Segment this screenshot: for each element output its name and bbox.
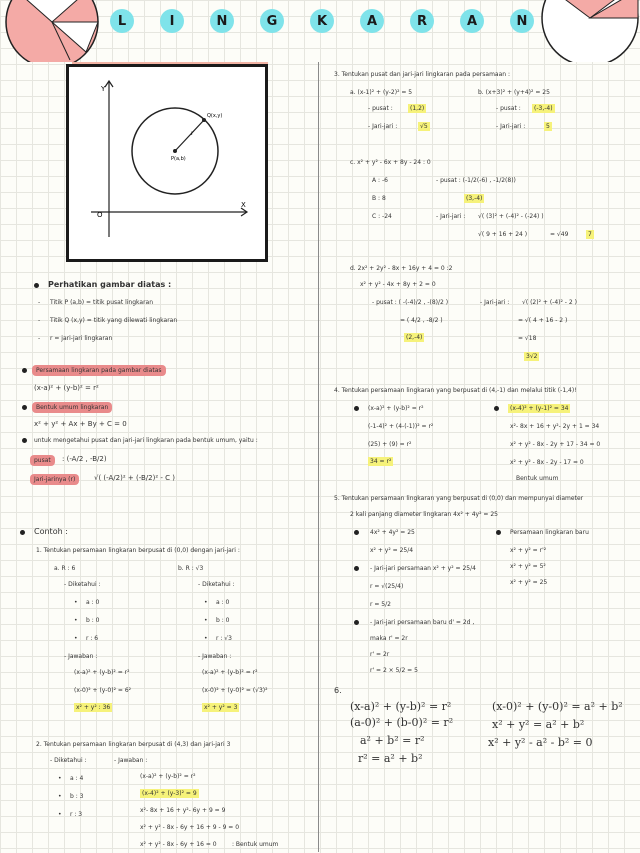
q6-step: (x-0)² + (y-0)² = a² + b² [492, 700, 623, 713]
q2-val: b : 3 [70, 793, 84, 800]
q5-step: maka r' = 2r [370, 635, 408, 642]
q3b-jari-val: 5 [546, 123, 550, 130]
q4-step: (-1-4)² + (4-(-1))² = r² [368, 423, 434, 430]
q6-step: (x-a)² + (y-b)² = r² [350, 700, 452, 713]
question-1: 1. Tentukan persamaan lingkaran berpusat di (0,0) dengan jari-jari : [36, 547, 240, 554]
y-axis-label: Y [101, 85, 106, 93]
general-form: x² + y² + Ax + By + C = 0 [34, 420, 127, 428]
title-letter: I [160, 9, 184, 33]
q3d-jari-step: = √18 [518, 335, 537, 342]
q3c-jari-mid: = √49 [550, 231, 569, 238]
question-5: 5. Tentukan persamaan lingkaran yang berpusat di (0,0) dan mempunyai diameter [334, 495, 584, 502]
q1b-val: r : √3 [216, 635, 232, 642]
q5-new-step: x² + y² = r'² [510, 547, 547, 554]
question-5-cont: 2 kali panjang diameter lingkaran 4x² + 4y² = 25 [350, 511, 498, 518]
q2-step: x²- 8x + 16 + y²- 6y + 9 = 9 [140, 807, 226, 814]
q1b-step: (x-a)² + (y-b)² = r² [202, 669, 258, 676]
pusat-formula: : (-A/2 , -B/2) [62, 455, 107, 463]
q3c-val: B : 8 [372, 195, 386, 202]
q6-step: (a-0)² + (b-0)² = r² [350, 716, 454, 729]
q1a-val: b : 0 [86, 617, 100, 624]
q5-step: r = 5/2 [370, 601, 391, 608]
bullet [496, 530, 501, 535]
q2-highlight: (x-4)² + (y-3)² = 9 [142, 790, 197, 797]
q5-step: - Jari-jari persamaan x² + y² = 25/4 [370, 565, 476, 572]
radius-label: r [191, 130, 194, 137]
title-letter: K [310, 9, 334, 33]
q1a-val: r : 6 [86, 635, 99, 642]
general-form-label: Bentuk umum lingkaran [32, 402, 112, 413]
note-line: Titik P (a,b) = titik pusat lingkaran [50, 299, 154, 306]
q3b-eq: b. (x+3)² + (y+4)² = 25 [478, 89, 550, 96]
q6-step: x² + y² = a² + b² [492, 718, 585, 731]
circle-diagram [69, 67, 265, 259]
q3d-pusat-step: = ( 4/2 , -8/2 ) [400, 317, 443, 324]
q4-r-squared: 34 = r² [370, 458, 392, 465]
title-letter: R [410, 9, 434, 33]
q2-jawaban: - Jawaban : [114, 757, 148, 764]
q1a-answer: x² + y² : 36 [76, 704, 111, 711]
title-letter: A [360, 9, 384, 33]
equation-label: Persamaan lingkaran pada gambar diatas [32, 365, 166, 376]
q4-step: (25) + (9) = r² [368, 441, 412, 448]
bullet [22, 405, 27, 410]
bullet [22, 368, 27, 373]
radius-formula-label: Jari-jarinya (r) [30, 474, 79, 485]
q3a-pusat-val: (1,2) [410, 105, 425, 112]
q1a-step: (x-0)² + (y-0)² = 6² [74, 687, 132, 694]
title-letter: A [460, 9, 484, 33]
q5-step: 4x² + 4y² = 25 [370, 529, 415, 536]
question-3: 3. Tentukan pusat dan jari-jari lingkaran pada persamaan : [334, 71, 511, 78]
q1a-label: a. R : 6 [54, 565, 76, 572]
q1a-jawaban: - Jawaban : [64, 653, 98, 660]
bullet [34, 283, 39, 288]
q5-new-label: Persamaan lingkaran baru [510, 529, 589, 536]
q1b-diketahui: - Diketahui : [198, 581, 235, 588]
q2-step: x² + y² - 8x - 6y + 16 + 9 - 9 = 0 [140, 824, 240, 831]
title-letter: N [510, 9, 534, 33]
bullet [494, 406, 499, 411]
q5-new-step: x² + y² = 5² [510, 563, 546, 570]
q3a-jari-val: √5 [420, 123, 428, 130]
pusat-label: pusat [30, 455, 55, 466]
q1a-diketahui: - Diketahui : [64, 581, 101, 588]
q5-step: - Jari-jari persamaan baru d' = 2d , [370, 619, 475, 626]
q3c-val: C : -24 [372, 213, 392, 220]
q5-step: r = √(25/4) [370, 583, 404, 590]
q3d-jari-step: √( (2)² + (-4)² - 2 ) [522, 299, 577, 306]
note-line: r = jari-jari lingkaran [50, 335, 113, 342]
q2-val: a : 4 [70, 775, 84, 782]
q4-note: Bentuk umum [516, 475, 559, 482]
q1a-val: a : 0 [86, 599, 100, 606]
bullet [354, 566, 359, 571]
q3c-pusat-val: (3,-4) [466, 195, 483, 202]
q3b-pusat-val: (-3,-4) [534, 105, 553, 112]
q3c-jari: - Jari-jari : [436, 213, 466, 220]
q3d-eq2: x² + y² - 4x + 8y + 2 = 0 [360, 281, 436, 288]
note-heading: Perhatikan gambar diatas : [48, 280, 172, 289]
q2-val: r : 3 [70, 811, 83, 818]
question-2: 2. Tentukan persamaan lingkaran berpusat di (4,3) dan jari-jari 3 [36, 741, 231, 748]
q3d-jari-step: = √( 4 + 16 - 2 ) [518, 317, 568, 324]
bullet [354, 620, 359, 625]
q2-diketahui: - Diketahui : [50, 757, 87, 764]
q3b-pusat: - pusat : [496, 105, 521, 112]
q6-step: r² = a² + b² [358, 752, 423, 765]
question-4: 4. Tentukan persamaan lingkaran yang berpusat di (4,-1) dan melalui titik (-1,4)! [334, 387, 577, 394]
origin-label: O [97, 211, 103, 219]
q3a-eq: a. (x-1)² + (y-2)² = 5 [350, 89, 413, 96]
q1b-label: b. R : √3 [178, 565, 204, 572]
q6-step: a² + b² = r² [360, 734, 425, 747]
q4-step: x² + y² - 8x - 2y + 17 - 34 = 0 [510, 441, 601, 448]
q1b-jawaban: - Jawaban : [198, 653, 232, 660]
x-axis-label: X [241, 201, 246, 209]
q3c-pusat: - pusat : (-1/2(-6) , -1/2(8)) [436, 177, 516, 184]
title-letter: N [210, 9, 234, 33]
q3d-eq: d. 2x² + 2y² - 8x + 16y + 4 = 0 :2 [350, 265, 453, 272]
q1b-val: a : 0 [216, 599, 230, 606]
q4-step: x²- 8x + 16 + y²- 2y + 1 = 34 [510, 423, 600, 430]
bullet [22, 438, 27, 443]
q1b-val: b : 0 [216, 617, 230, 624]
corner-circle-right [530, 0, 640, 62]
q5-step: x² + y² = 25/4 [370, 547, 414, 554]
q1b-answer: x² + y² = 3 [204, 704, 238, 711]
q4-highlight: (x-4)² + (y-1)² = 34 [510, 405, 569, 412]
q1a-step: (x-a)² + (y-b)² = r² [74, 669, 130, 676]
bullet [354, 530, 359, 535]
circle-graph [66, 64, 268, 262]
q6-step: x² + y² - a² - b² = 0 [488, 736, 593, 749]
q3d-pusat-val: (2,-4) [406, 334, 423, 341]
bullet [20, 530, 25, 535]
point-p-label: P(a,b) [171, 156, 186, 162]
q3c-jari-step: √( (3)² + (-4)² - (-24) ) [478, 213, 544, 220]
q3c-jari-step: √( 9 + 16 + 24 ) [478, 231, 528, 238]
find-text: untuk mengetahui pusat dan jari-jari lingkaran pada bentuk umum, yaitu : [34, 437, 258, 444]
q2-step: (x-a)² + (y-b)² = r² [140, 773, 196, 780]
q1b-step: (x-0)² + (y-0)² = (√3)² [202, 687, 268, 694]
question-6: 6. [334, 686, 342, 695]
q3d-jari-val: 3√2 [526, 353, 538, 360]
bullet [354, 406, 359, 411]
q4-step: (x-a)² + (y-b)² = r² [368, 405, 424, 412]
equation: (x-a)² + (y-b)² = r² [34, 384, 99, 392]
q3a-jari: - Jari-jari : [368, 123, 398, 130]
q3b-jari: - Jari-jari : [496, 123, 526, 130]
q5-new-step: x² + y² = 25 [510, 579, 548, 586]
column-divider [318, 62, 319, 852]
q2-note: : Bentuk umum [232, 841, 279, 848]
contoh-heading: Contoh : [34, 527, 68, 536]
q3c-eq: c. x² + y² - 6x + 8y - 24 : 0 [350, 159, 431, 166]
title-letter: L [110, 9, 134, 33]
note-line: Titik Q (x,y) = titik yang dilewati lingkaran [50, 317, 178, 324]
q3d-pusat: - pusat : ( -(-4)/2 , -(8)/2 ) [372, 299, 449, 306]
q4-step: x² + y² - 8x - 2y - 17 = 0 [510, 459, 584, 466]
q3d-jari: - Jari-jari : [480, 299, 510, 306]
q3c-val: A : -6 [372, 177, 388, 184]
title-letter: G [260, 9, 284, 33]
radius-formula: √( (-A/2)² + (-B/2)² - C ) [94, 474, 175, 482]
point-q-label: Q(x,y) [207, 113, 223, 119]
q5-step: r' = 2 × 5/2 = 5 [370, 667, 418, 674]
q5-step: r' = 2r [370, 651, 390, 658]
q2-step: x² + y² - 8x - 6y + 16 = 0 [140, 841, 217, 848]
q3a-pusat: - pusat : [368, 105, 393, 112]
corner-circle-left [0, 0, 110, 62]
q3c-jari-val: 7 [588, 231, 592, 238]
